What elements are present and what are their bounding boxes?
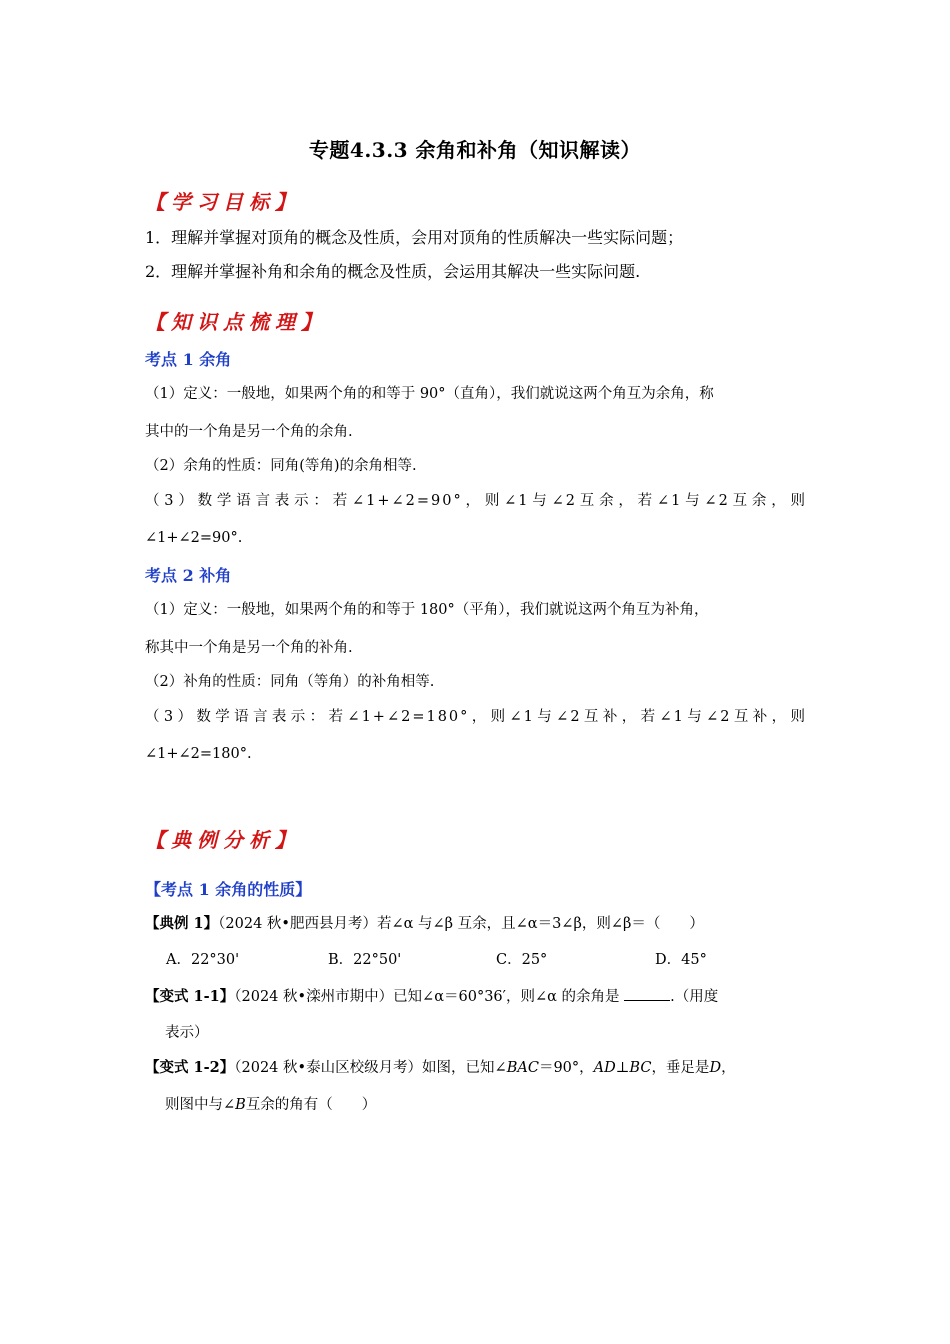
- point-d: D: [709, 1060, 722, 1076]
- variant-1-2-tag: 【变式 1-2】: [145, 1059, 235, 1076]
- variant-1-2-line2: [165, 1095, 807, 1115]
- angle-b: B: [235, 1097, 246, 1113]
- goal-item-2: 2．理解并掌握补角和余角的概念及性质，会运用其解决一些实际问题.: [145, 262, 641, 281]
- variant-1-2-text-c: ，垂足是: [651, 1060, 710, 1076]
- point1-definition-line1: （1）定义：一般地，如果两个角的和等于 90°（直角），我们就说这两个角互为余角，称: [145, 386, 714, 402]
- segment-bc: BC: [629, 1060, 652, 1076]
- perp-symbol: ⊥: [615, 1060, 630, 1076]
- point1-heading: 考点 1 余角: [145, 350, 232, 369]
- example-1-option-c: C．25°: [496, 952, 548, 968]
- angle-bac: BAC: [506, 1060, 539, 1076]
- segment-ad: AD: [593, 1060, 616, 1076]
- point2-math-line2: ∠1+∠2=180°.: [145, 746, 252, 762]
- example-1-option-a: A．22°30': [166, 952, 240, 968]
- goal-item-1: 1．理解并掌握对顶角的概念及性质，会用对顶角的性质解决一些实际问题；: [145, 228, 684, 247]
- example-1-tag: 【典例 1】: [145, 915, 219, 932]
- example-1: [145, 914, 807, 934]
- variant-1-1-text: （2024 秋•滦州市期中）已知∠α＝60°36′，则∠α 的余角是: [234, 989, 620, 1005]
- example-1-text: （2024 秋•肥西县月考）若∠α 与∠β 互余，且∠α＝3∠β，则∠β＝（ ）: [218, 916, 704, 932]
- examples-heading: 【典例分析】: [145, 828, 301, 852]
- point2-definition-line2: 称其中一个角是另一个角的补角.: [145, 640, 353, 656]
- page-title: 专题4.3.3 余角和补角（知识解读）: [308, 138, 642, 162]
- point1-property: （2）余角的性质：同角(等角)的余角相等.: [145, 458, 417, 474]
- variant-1-1-line2: 表示）: [165, 1025, 209, 1041]
- variant-1-2-line2-b: 互余的角有（ ）: [245, 1097, 377, 1113]
- examples-topic: 【考点 1 余角的性质】: [145, 880, 312, 899]
- point2-heading: 考点 2 补角: [145, 566, 232, 585]
- point1-definition-line2: 其中的一个角是另一个角的余角.: [145, 424, 353, 440]
- point1-math-line2: ∠1+∠2=90°.: [145, 530, 243, 546]
- point2-math-line1: （3）数学语言表示：若∠1+∠2=180°，则∠1与∠2互补，若∠1与∠2互补，则: [145, 709, 807, 725]
- goals-heading: 【学习目标】: [145, 190, 301, 214]
- variant-1-2: [145, 1058, 807, 1078]
- variant-1-2-text-a: （2024 秋•泰山区校级月考）如图，已知∠: [234, 1060, 507, 1076]
- variant-1-1: [145, 986, 807, 1007]
- answer-blank[interactable]: [624, 986, 670, 1001]
- example-1-option-d: D．45°: [655, 952, 707, 968]
- variant-1-1-text-end: .（用度: [670, 989, 719, 1005]
- variant-1-2-line2-a: 则图中与∠: [165, 1097, 236, 1113]
- variant-1-2-text-d: ，: [721, 1060, 736, 1076]
- variant-1-2-text-b: ＝90°，: [538, 1060, 594, 1076]
- point2-property: （2）补角的性质：同角（等角）的补角相等.: [145, 674, 435, 690]
- point2-definition-line1: （1）定义：一般地，如果两个角的和等于 180°（平角），我们就说这两个角互为补角，: [145, 602, 709, 618]
- point1-math-line1: （3）数学语言表示：若∠1+∠2=90°，则∠1与∠2互余，若∠1与∠2互余，则: [145, 493, 807, 509]
- example-1-option-b: B．22°50': [328, 952, 402, 968]
- knowledge-heading: 【知识点梳理】: [145, 310, 327, 334]
- variant-1-1-tag: 【变式 1-1】: [145, 988, 235, 1005]
